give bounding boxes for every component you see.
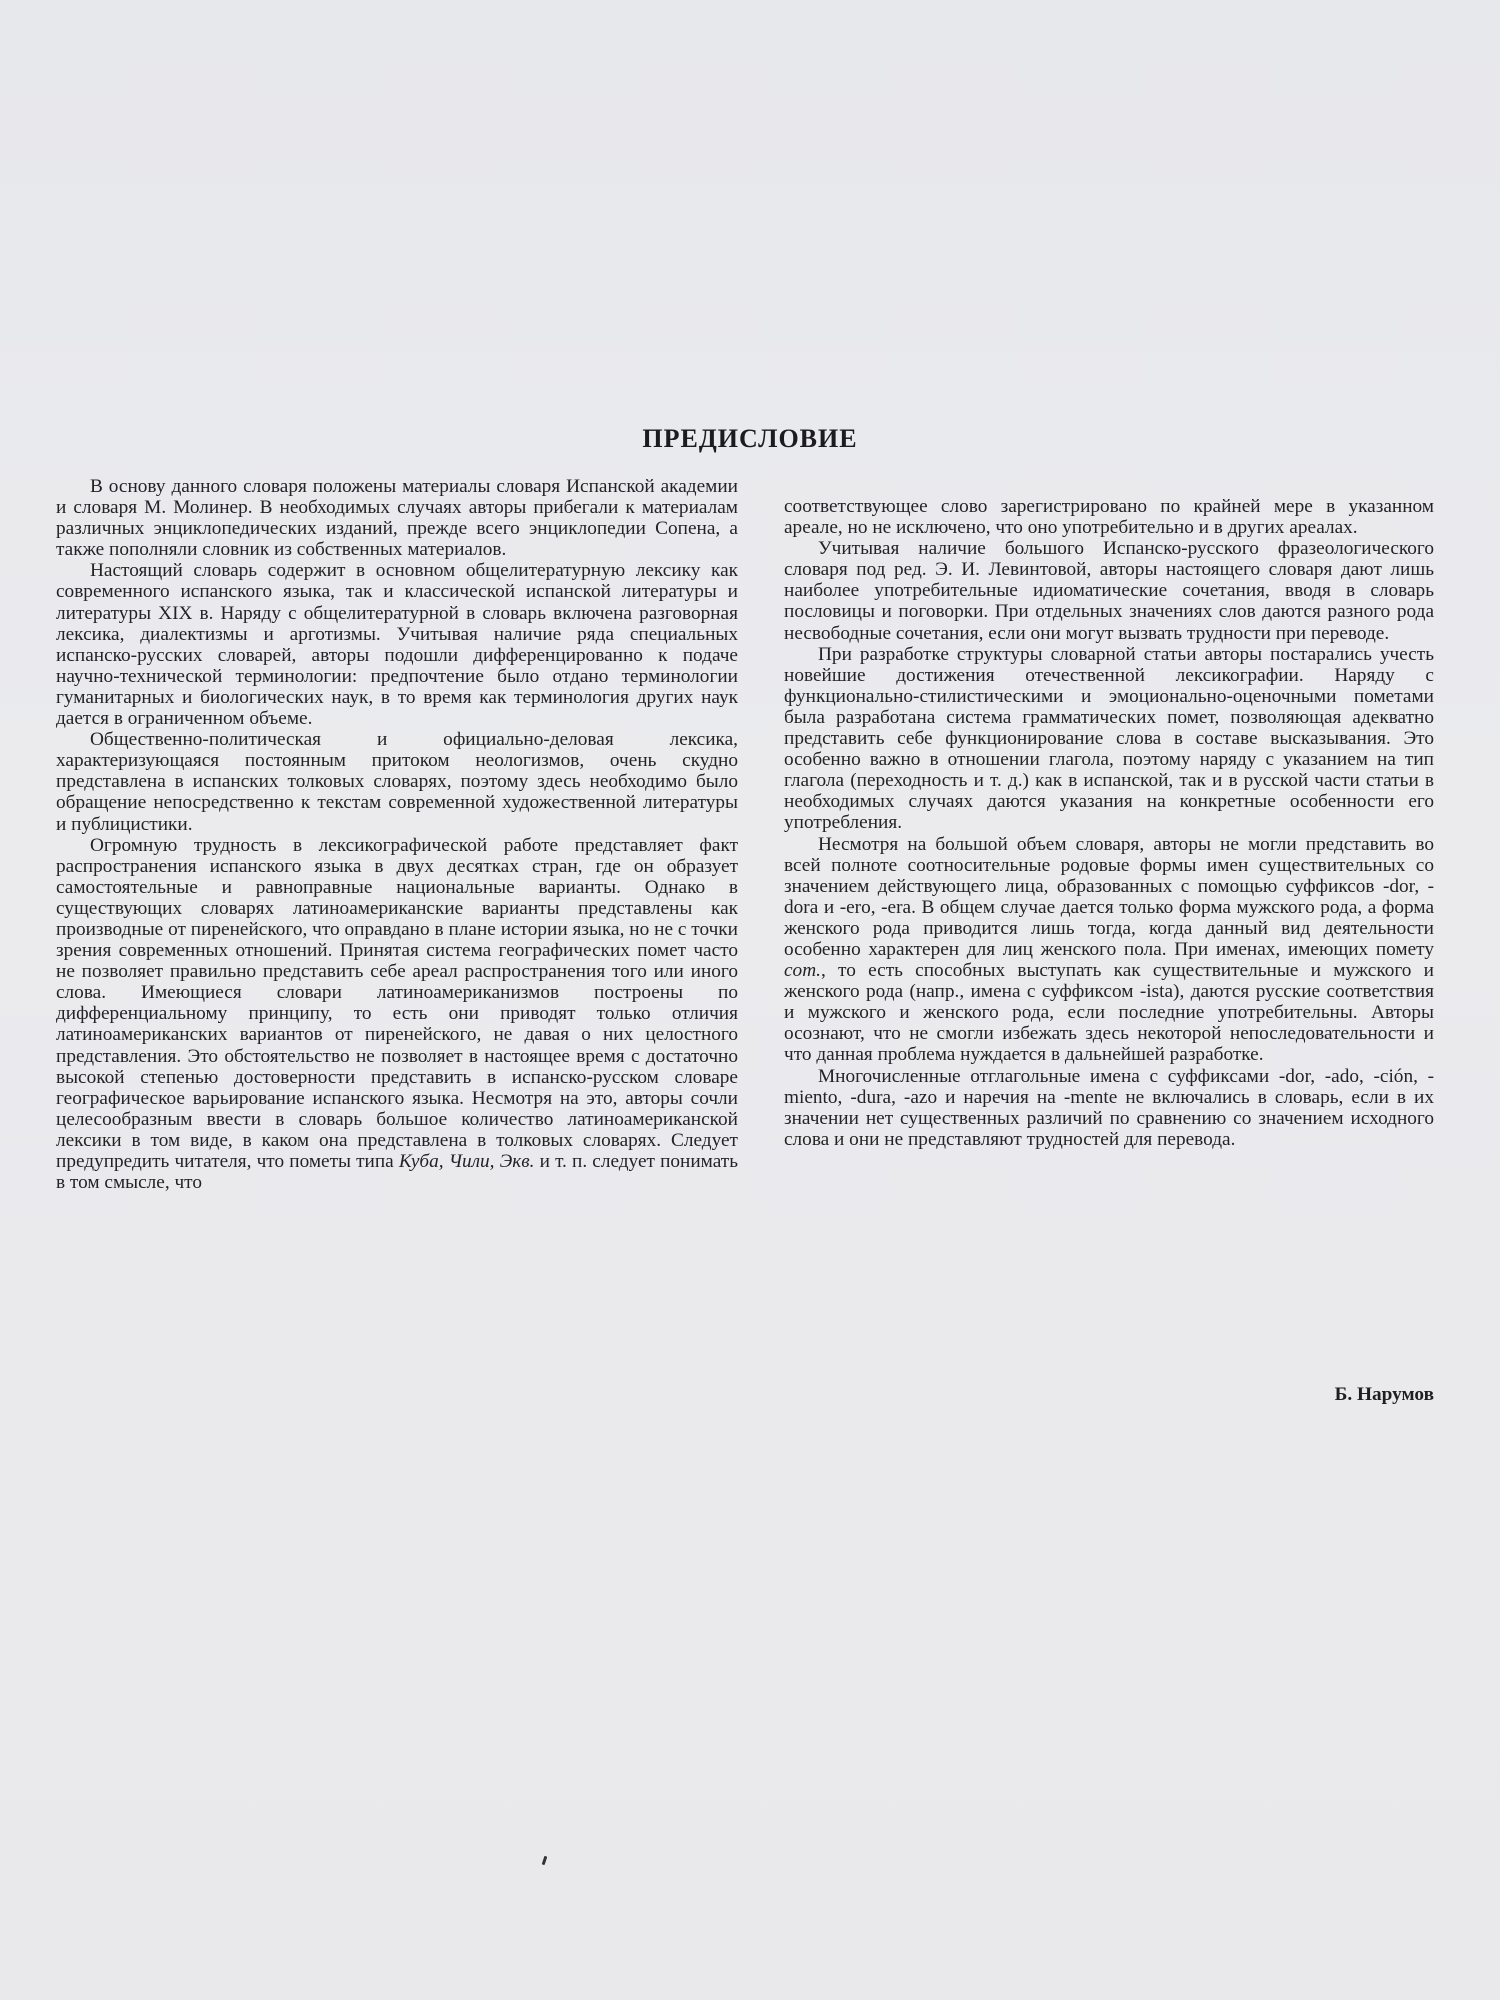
paragraph-text: и т. п. следует понимать в том смысле, что: [56, 1151, 739, 1194]
author-signature: Б. Нарумов: [1334, 1384, 1434, 1405]
left-column: [56, 476, 738, 1193]
paragraph: В основу данного словаря положены материалы словаря Испанской академии и словаря М. Молинер. В необходимых случаях авторы прибегали к материалам различных энциклопедических изданий, прежде всего энциклопедии Сопена, а также пополняли словник из собственных материалов.: [56, 476, 738, 561]
right-column: [784, 496, 1434, 1150]
paragraph: Общественно-политическая и официально-деловая лексика, характеризующаяся постоянным притоком неологизмов, очень скудно представлена в испанских толковых словарях, поэтому здесь необходимо было обращение непосредственно к текстам современной художественной литературы и публицистики.: [56, 729, 738, 835]
paragraph-text: Огромную трудность в лексикографической работе представляет факт распространения испанского языка в двух десятках стран, где он образует самостоятельные и равноправные национальные варианты. Однако в существующих словарях латиноамериканские варианты представлены как производные от пиренейского, что оправдано в плане истории языка, но не с точки зрения современных отношений. Принятая система географических помет часто не позволяет правильно представить себе ареал распространения того или иного слова. Имеющиеся словари латиноамериканизмов построены по дифференциальному принципу, то есть они приводят только отличия латиноамериканских вариантов от пиренейского, не давая о них целостного представления. Это обстоятельство не позволяет в настоящее время с достаточно высокой степенью достоверности представить в испанско-русском словаре географическое варьирование испанского языка. Несмотря на это, авторы сочли целесообразным ввести в словарь большое количество латиноамериканской лексики в том виде, в каком она представлена в толковых словарях. Следует предупредить читателя, что пометы типа: [56, 834, 738, 1172]
paragraph: Учитывая наличие большого Испанско-русского фразеологического словаря под ред. Э. И. Левинтовой, авторы настоящего словаря дают лишь наиболее употребительные идиоматические сочетания, вводя в словарь пословицы и поговорки. При отдельных значениях слов даются разного рода несвободные сочетания, если они могут вызвать трудности при переводе.: [784, 538, 1434, 644]
paragraph-text: Несмотря на большой объем словаря, авторы не могли представить во всей полноте соотносительные родовые формы имен существительных со значением действующего лица, образованных с помощью суффиксов -dor, -dora и -ero, -era. В общем случае дается только форма мужского рода, а форма женского рода приводится лишь тогда, когда данный вид деятельности особенно характерен для лиц женского пола. При именах, имеющих помету: [784, 833, 1434, 960]
paragraph: Многочисленные отглагольные имена с суффиксами -dor, -ado, -ción, -miento, -dura, -azo и наречия на -mente не включались в словарь, если в их значении нет существенных различий по сравнению со значением исходного слова и они не представляют трудностей для перевода.: [784, 1065, 1434, 1150]
paragraph: При разработке структуры словарной статьи авторы постарались учесть новейшие достижения отечественной лексикографии. Наряду с функционально-стилистическими и эмоционально-оценочными пометами была разработана система грамматических помет, позволяющая адекватно представить себе функционирование слова в составе высказывания. Это особенно важно в отношении глагола, поэтому наряду с указанием на тип глагола (переходность и т. д.) как в испанской, так и в русской части статьи в необходимых случаях даются указания на конкретные особенности его употребления.: [784, 643, 1434, 834]
paragraph-continuation: соответствующее слово зарегистрировано по крайней мере в указанном ареале, но не исключено, что оно употребительно и в других ареалах.: [784, 496, 1434, 539]
page-title: ПРЕДИСЛОВИЕ: [642, 424, 858, 453]
paragraph: Настоящий словарь содержит в основном общелитературную лексику как современного испанского языка, так и классической испанской литературы и литературы XIX в. Наряду с общелитературной в словарь включена разговорная лексика, диалектизмы и арготизмы. Учитывая наличие ряда специальных испанско-русских словарей, авторы подошли дифференцированно к подаче научно-технической терминологии: предпочтение было отдано терминологии гуманитарных и биологических наук, в то время как терминология других наук дается в ограниченном объеме.: [56, 560, 738, 730]
paragraph-text: , то есть способных выступать как существительные и мужского и женского рода (напр., имена с суффиксом -ista), даются русские соответствия и мужского и женского рода, если последние употребительны. Авторы осознают, что не смогли избежать здесь некоторой непоследовательности и что данная проблема нуждается в дальнейшей разработке.: [784, 960, 1434, 1066]
ink-mark: [542, 1856, 548, 1865]
com-mark: com.: [784, 960, 821, 982]
paragraph: [784, 834, 1434, 1066]
paragraph: [56, 835, 738, 1194]
region-marks: Куба, Чили, Экв.: [398, 1151, 535, 1172]
